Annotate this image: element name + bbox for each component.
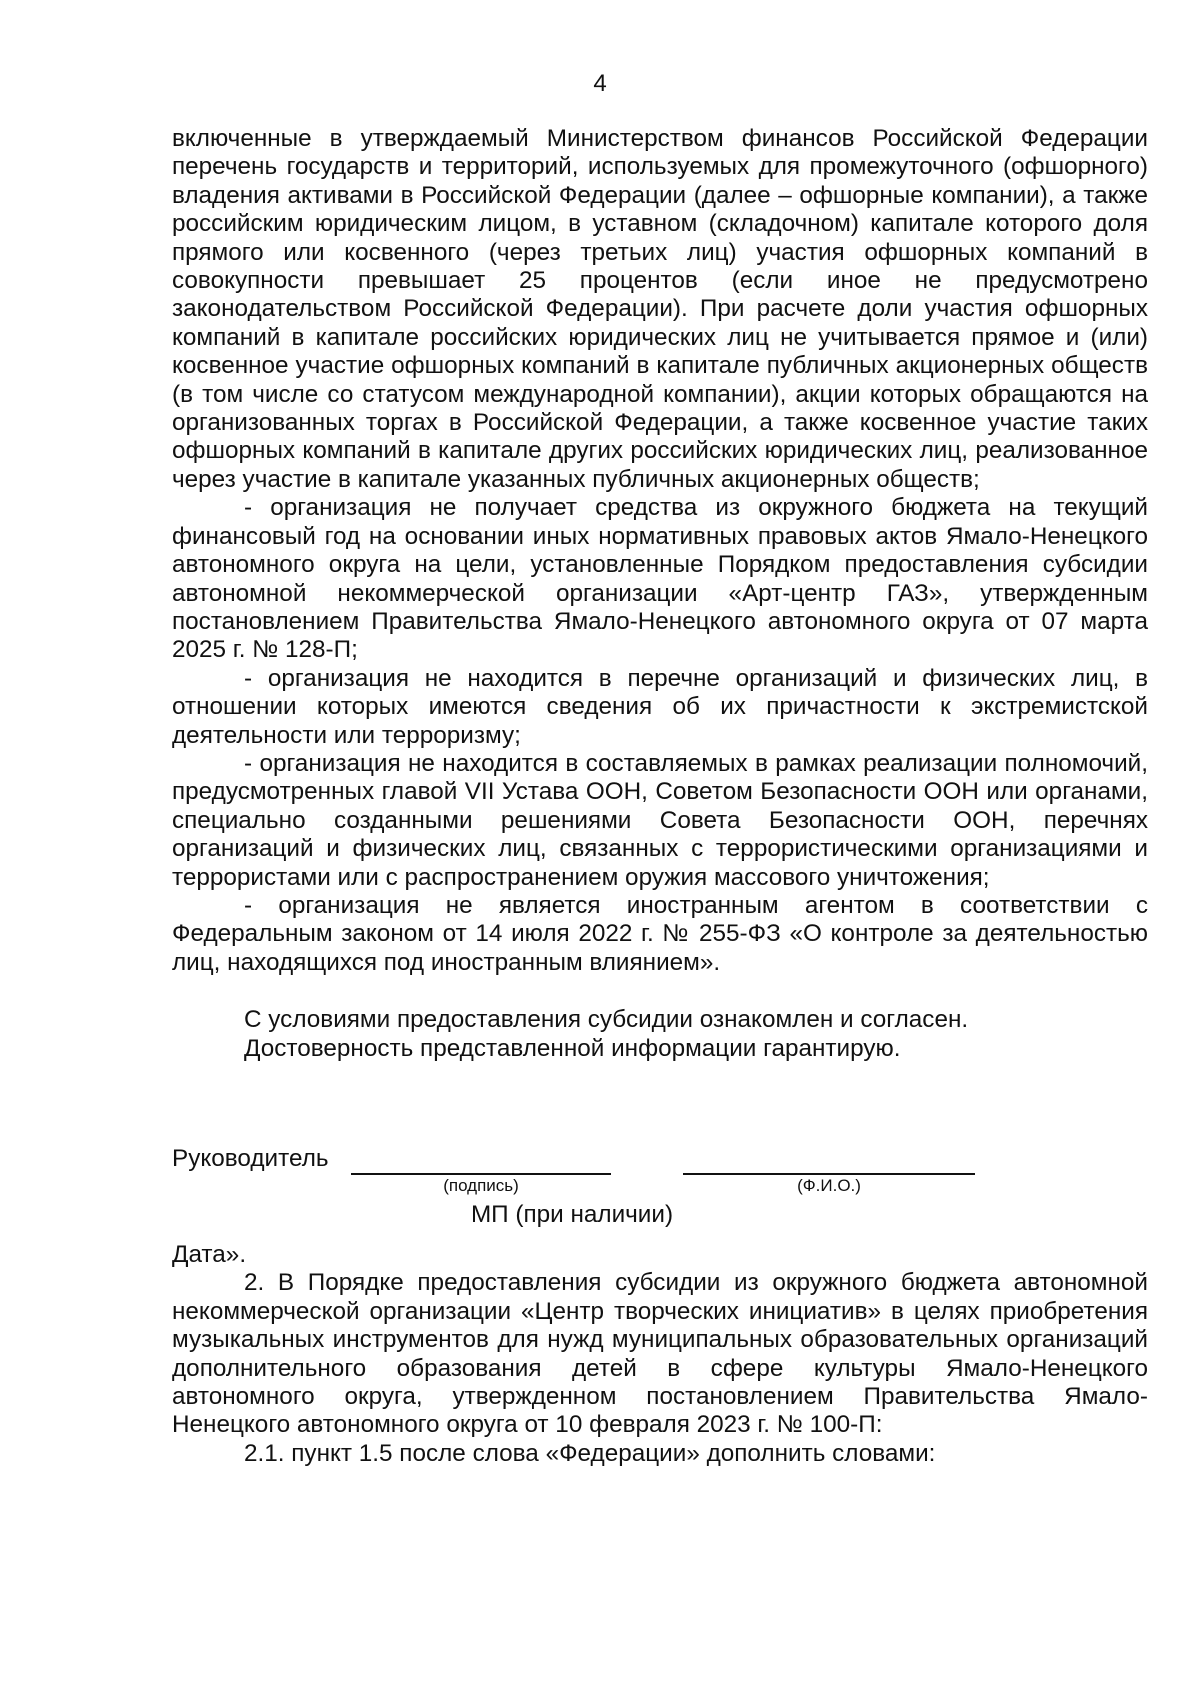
name-line xyxy=(683,1173,975,1175)
paragraph-extremism-list: - организация не находится в перечне организаций и физических лиц, в отношении которых имеются сведения об их причастности к экстремистской деятельности или терроризму; xyxy=(172,664,1148,749)
signatory-label: Руководитель xyxy=(172,1145,329,1172)
name-caption: (Ф.И.О.) xyxy=(797,1176,861,1195)
paragraph-amendment-item: 2.1. пункт 1.5 после слова «Федерации» дополнить словами: xyxy=(244,1439,936,1467)
signature-block xyxy=(172,1145,1148,1239)
page-number: 4 xyxy=(593,70,607,97)
seal-placeholder: МП (при наличии) xyxy=(470,1201,674,1228)
signature-line xyxy=(351,1173,611,1175)
agreement-statement: С условиями предоставления субсидии ознакомлен и согласен. xyxy=(244,1006,969,1034)
paragraph-un-sanctions-list: - организация не находится в составляемых в рамках реализации полномочий, предусмотренных главой VII Устава ООН, Советом Безопасности ООН или органами, специально созданными решениями Совета Безопасности ООН, перечнях организаций и физических лиц, связанных с террористическими организациями и террористами или с распространением оружия массового уничтожения; xyxy=(172,749,1148,891)
paragraph-offshore-criteria: включенные в утверждаемый Министерством финансов Российской Федерации перечень государств и территорий, используемых для промежуточного (офшорного) владения активами в Российской Федерации (далее – офшорные компании), а также российским юридическим лицом, в уставном (складочном) капитале которого доля прямого или косвенного (через третьих лиц) участия офшорных компаний в совокупности превышает 25 процентов (если иное не предусмотрено законодательством Российской Федерации). При расчете доли участия офшорных компаний в капитале российских юридических лиц не учитывается прямое и (или) косвенное участие офшорных компаний в капитале публичных акционерных обществ (в том числе со статусом международной компании), акции которых обращаются на организованных торгах в Российской Федерации, а также косвенное участие таких офшорных компаний в капитале других российских юридических лиц, реализованное через участие в капитале указанных публичных акционерных обществ; xyxy=(172,125,1148,493)
paragraph-no-budget-funds: - организация не получает средства из окружного бюджета на текущий финансовый год на основании иных нормативных правовых актов Ямало-Ненецкого автономного округа на цели, установленные Порядком предоставления субсидии автономной некоммерческой организации «Арт-центр ГАЗ», утвержденным постановлением Правительства Ямало-Ненецкого автономного округа от 07 марта 2025 г. № 128-П; xyxy=(172,494,1148,664)
signature-caption: (подпись) xyxy=(443,1176,519,1195)
document-body xyxy=(172,125,1148,1468)
paragraph-amendment-order: 2. В Порядке предоставления субсидии из окружного бюджета автономной некоммерческой организации «Центр творческих инициатив» в целях приобретения музыкальных инструментов для нужд муниципальных образовательных организаций дополнительного образования детей в сфере культуры Ямало-Ненецкого автономного округа, утвержденном постановлением Правительства Ямало-Ненецкого автономного округа от 10 февраля 2023 г. № 100-П: xyxy=(172,1269,1148,1439)
date-label: Дата». xyxy=(172,1241,247,1268)
guarantee-statement: Достоверность представленной информации гарантирую. xyxy=(244,1034,901,1062)
paragraph-foreign-agent: - организация не является иностранным агентом в соответствии с Федеральным законом от 14 июля 2022 г. № 255-ФЗ «О контроле за деятельностью лиц, находящихся под иностранным влиянием». xyxy=(172,891,1148,976)
